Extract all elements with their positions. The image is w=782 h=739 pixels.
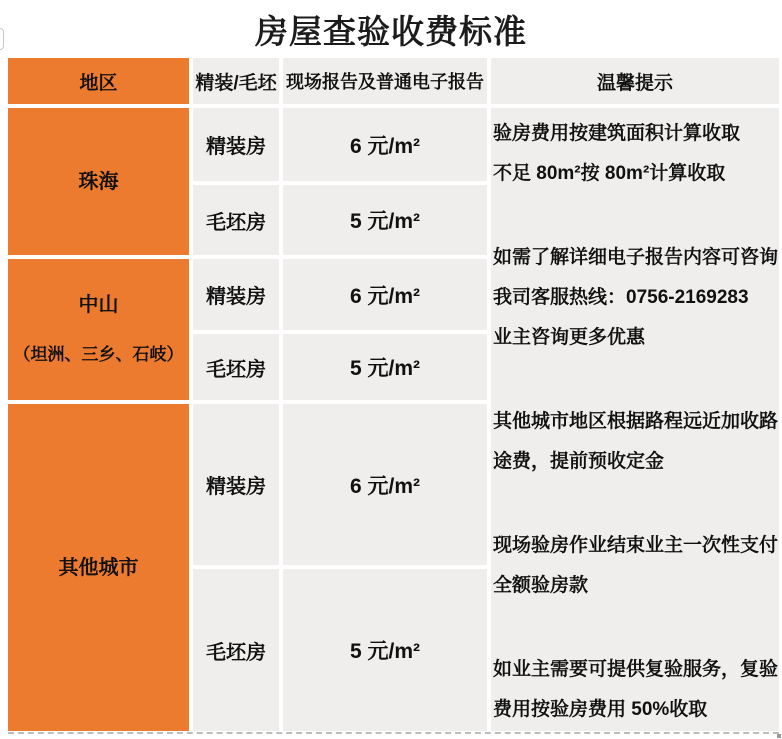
tip-line: 业主咨询更多优惠: [493, 327, 646, 348]
tip-line: 我司客服热线：0756-2169283: [493, 287, 749, 308]
header-cell-region: 地区: [8, 58, 189, 104]
tip-paragraph: [493, 650, 779, 730]
tip-paragraph: [493, 114, 779, 194]
tip-line: 费用按验房费用 50%收取: [493, 699, 708, 720]
finish-cell: 精装房: [193, 259, 279, 330]
finish-cell: 毛坯房: [193, 334, 279, 400]
region-subname: （坦洲、三乡、石岐）: [13, 344, 184, 364]
finish-cell: 精装房: [193, 404, 279, 565]
tip-paragraph: [493, 402, 779, 482]
tip-line: 途费，提前预收定金: [493, 451, 665, 472]
header-cell-tips: 温馨提示: [491, 58, 779, 104]
price-cell: 6 元/m²: [283, 108, 487, 181]
region-name: 其他城市: [58, 556, 139, 579]
finish-cell: 毛坯房: [193, 569, 279, 731]
price-cell: 6 元/m²: [283, 259, 487, 330]
region-cell-other-cities: [8, 404, 189, 731]
tip-paragraph: [493, 526, 779, 606]
tip-line: 如需了解详细电子报告内容可咨询: [493, 247, 779, 268]
finish-cell: 毛坯房: [193, 185, 279, 255]
price-cell: 6 元/m²: [283, 404, 487, 565]
price-cell: 5 元/m²: [283, 334, 487, 400]
region-name: 中山: [78, 293, 119, 316]
region-cell-zhongshan: [8, 259, 189, 400]
tip-line: 不足 80m²按 80m²计算收取: [493, 163, 726, 184]
price-cell: 5 元/m²: [283, 569, 487, 731]
finish-cell: 精装房: [193, 108, 279, 181]
page-title: 房屋查验收费标准: [255, 12, 527, 50]
tip-line: 验房费用按建筑面积计算收取: [493, 123, 741, 144]
selection-dashed-border: [8, 732, 779, 734]
header-cell-report: 现场报告及普通电子报告: [283, 58, 487, 104]
header-cell-finish: 精装/毛坯: [193, 58, 279, 104]
tips-cell: [491, 108, 779, 731]
price-cell: 5 元/m²: [283, 185, 487, 255]
selection-corner-handle: [777, 734, 781, 738]
tip-line: 现场验房作业结束业主一次性支付: [493, 535, 779, 556]
tip-paragraph: [493, 238, 779, 358]
tip-line: 其他城市地区根据路程远近加收路: [493, 411, 779, 432]
region-cell-zhuhai: [8, 108, 189, 255]
region-name: 珠海: [78, 170, 119, 193]
tip-line: 如业主需要可提供复验服务，复验: [493, 659, 779, 680]
pricing-table: [8, 58, 779, 731]
tip-line: 全额验房款: [493, 575, 589, 596]
